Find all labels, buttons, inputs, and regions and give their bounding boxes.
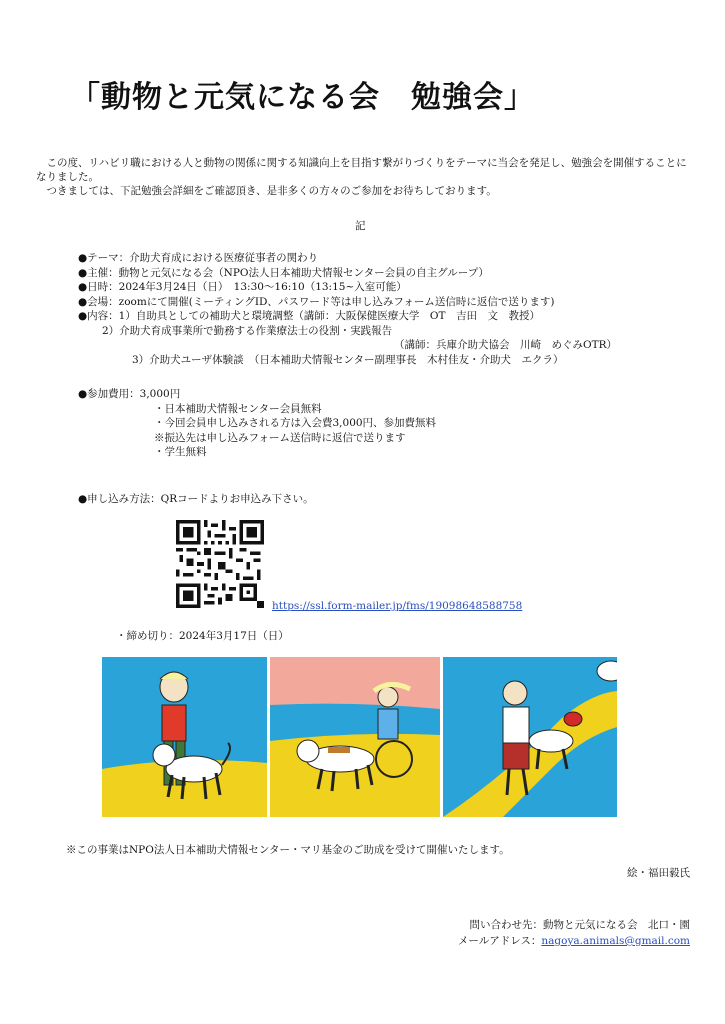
- qr-code[interactable]: [176, 520, 264, 608]
- email-label: メールアドレス：: [457, 935, 542, 947]
- detail-content-1: ●内容：1）自助具としての補助犬と環境調整（講師：大阪保健医療大学 OT 吉田 文 教授）: [78, 310, 540, 322]
- event-details: [78, 251, 617, 367]
- funding-note: ※この事業はNPO法人日本補助犬情報センター・マリ基金のご助成を受けて開催いたします。: [66, 844, 510, 856]
- contact-line: 問い合わせ先：動物と元気になる会 北口・園: [469, 919, 690, 931]
- illustration-man-with-dog: [443, 657, 617, 817]
- fee-item-new-members: ・今回会員申し込みされる方は入会費3,000円、参加費無料: [154, 417, 437, 429]
- fee-label: ●参加費用：3,000円: [78, 388, 181, 400]
- illustration-boy-with-dog: [102, 657, 267, 817]
- intro-text: [36, 156, 696, 198]
- notice-mark: 記: [355, 220, 366, 232]
- illustrator-credit: 絵・福田毅氏: [627, 867, 690, 879]
- page-title: 「動物と元気になる会 勉強会」: [70, 80, 535, 115]
- email-link[interactable]: nagoya.animals@gmail.com: [541, 935, 690, 947]
- detail-content-2-lecturer: （講師：兵庫介助犬協会 川崎 めぐみOTR）: [394, 339, 618, 351]
- fee-section: [78, 387, 436, 460]
- illustration-woman-wheelchair-dog: [270, 657, 440, 817]
- detail-venue: ●会場：zoomにて開催(ミーティングID、パスワード等は申し込みフォーム送信時に返信で送ります): [78, 295, 555, 308]
- fee-item-students: ・学生無料: [154, 446, 207, 458]
- apply-method: ●申し込み方法：QRコードよりお申込み下さい。: [78, 493, 314, 505]
- fee-item-transfer: ※振込先は申し込みフォーム送信時に返信で送ります: [154, 431, 406, 444]
- detail-theme: ●テーマ：介助犬育成における医療従事者の関わり: [78, 252, 319, 264]
- deadline: ・締め切り：2024年3月17日（日）: [116, 630, 289, 642]
- detail-organizer: ●主催：動物と元気になる会（NPO法人日本補助犬情報センター会員の自主グループ）: [78, 266, 489, 279]
- detail-content-3: 3）介助犬ユーザ体験談 （日本補助犬情報センター副理事長 木村佳友・介助犬 エクラ）: [132, 353, 564, 366]
- detail-content-2: 2）介助犬育成事業所で勤務する作業療法士の役割・実践報告: [102, 324, 393, 337]
- application-form-link[interactable]: https://ssl.form-mailer.jp/fms/19098648588758: [272, 600, 523, 612]
- contact-email: [458, 934, 690, 948]
- intro-paragraph-1: この度、リハビリ職における人と動物の関係に関する知識向上を目指す繋がりづくりをテーマに当会を発足し、勉強会を開催することになりました。: [36, 157, 687, 183]
- detail-datetime: ●日時：2024年3月24日（日） 13:30〜16:10（13:15~入室可能）: [78, 281, 407, 293]
- intro-paragraph-2: つきましては、下記勉強会詳細をご確認頂き、是非多くの方々のご参加をお待ちしております。: [46, 185, 497, 197]
- fee-item-members: ・日本補助犬情報センター会員無料: [154, 402, 322, 415]
